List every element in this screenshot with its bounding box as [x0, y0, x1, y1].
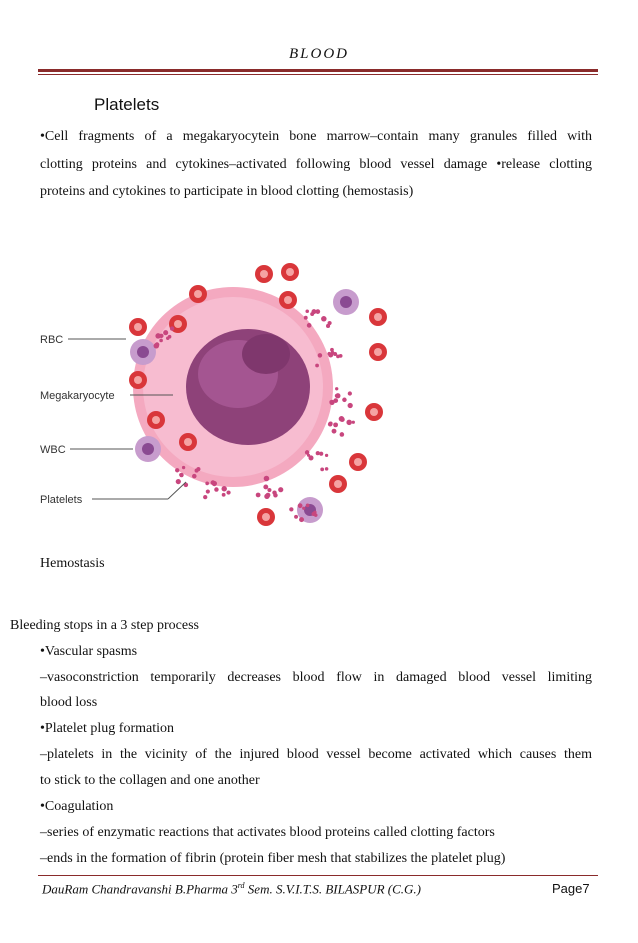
platelet: [306, 504, 310, 508]
platelet: [312, 512, 316, 516]
section-title: Platelets: [94, 95, 160, 114]
footer-author: [42, 881, 421, 897]
header-rule-thin: [38, 74, 598, 75]
intro-line-1: •Cell fragments of a megakaryocytein bone marrow–contain many granules filled with: [40, 129, 592, 144]
platelet: [333, 422, 338, 427]
platelet: [205, 482, 209, 486]
platelet: [192, 474, 197, 479]
platelet: [170, 326, 174, 330]
platelet: [328, 422, 333, 427]
platelet: [226, 490, 230, 494]
platelet: [163, 330, 168, 335]
label-wbc: WBC: [40, 444, 66, 456]
platelet: [346, 420, 351, 425]
platelet: [206, 489, 210, 493]
platelet: [336, 355, 340, 359]
platelet: [316, 451, 320, 455]
rbc-cell-center: [354, 458, 362, 466]
platelet: [304, 316, 308, 320]
platelet: [222, 493, 226, 497]
platelet: [335, 387, 338, 390]
platelet: [328, 321, 332, 325]
platelet: [159, 339, 163, 343]
header-rule: [38, 69, 598, 72]
rbc-cell-center: [134, 323, 142, 331]
platelet: [315, 364, 319, 368]
intro-line-3: proteins and cytokines to participate in blood clotting (hemostasis): [40, 184, 414, 199]
platelet: [289, 507, 293, 511]
footer-rule: [38, 875, 598, 876]
platelet: [307, 323, 312, 328]
platelet: [330, 348, 334, 352]
rbc-cell-center: [286, 268, 294, 276]
platelet: [278, 487, 283, 492]
rbc-cell-center: [374, 348, 382, 356]
platelet: [264, 494, 269, 499]
platelet: [320, 468, 324, 472]
intro-line-2: clotting proteins and cytokines–activated following blood vessel damage •release clotting: [40, 157, 592, 172]
hemostasis-heading: Hemostasis: [40, 556, 105, 571]
rbc-cell-center: [260, 270, 268, 278]
platelet: [342, 398, 347, 403]
megakaryocyte-cell: [133, 287, 333, 487]
platelet: [154, 343, 160, 349]
step-1-desc-line-1: –vasoconstriction temporarily decreases blood flow in damaged blood vessel limiting: [40, 670, 592, 685]
platelet: [182, 466, 185, 469]
rbc-cell-center: [262, 513, 270, 521]
platelet: [299, 517, 304, 522]
platelet: [267, 488, 271, 492]
label-megakaryocyte: Megakaryocyte: [40, 390, 115, 402]
label-platelets: Platelets: [40, 494, 83, 506]
platelet: [264, 476, 270, 482]
step-1-title: •Vascular spasms: [40, 644, 138, 659]
step-2-desc-line-2: to stick to the collagen and one another: [40, 773, 260, 788]
platelet: [272, 490, 276, 494]
platelet: [319, 452, 323, 456]
platelet: [298, 503, 303, 508]
megakaryocyte-figure: [38, 262, 398, 532]
platelet: [325, 454, 328, 457]
step-2-title: •Platelet plug formation: [40, 721, 174, 736]
platelet: [318, 353, 323, 358]
platelet: [155, 333, 160, 338]
platelet: [176, 479, 181, 484]
platelet: [335, 394, 339, 398]
footer-author-sup: rd: [237, 881, 245, 890]
step-2-desc-line-1: –platelets in the vicinity of the injured blood vessel become activated which causes them: [40, 747, 592, 762]
platelet: [211, 480, 216, 485]
page-number: Page7: [552, 881, 590, 896]
step-1-desc-line-2: blood loss: [40, 695, 98, 710]
platelet: [294, 515, 298, 519]
platelet: [256, 493, 261, 498]
footer-author-prefix: DauRam Chandravanshi B.Pharma 3: [42, 881, 238, 897]
rbc-cell-center: [194, 290, 202, 298]
platelet: [168, 335, 172, 339]
platelet: [302, 507, 305, 510]
platelet: [305, 309, 309, 313]
platelet: [340, 432, 345, 437]
platelet: [329, 400, 334, 405]
rbc-cell-center: [174, 320, 182, 328]
platelet: [214, 487, 218, 491]
step-3-desc-line-1: –series of enzymatic reactions that activates blood proteins called clotting factors: [40, 825, 495, 840]
step-3-desc-line-2: –ends in the formation of fibrin (protein fiber mesh that stabilizes the platelet plug): [40, 851, 506, 866]
platelet: [328, 353, 333, 358]
platelet: [310, 312, 314, 316]
hemostasis-intro: Bleeding stops in a 3 step process: [10, 618, 199, 633]
rbc-cell-center: [370, 408, 378, 416]
rbc-cell-center: [134, 376, 142, 384]
platelet: [352, 421, 355, 424]
rbc-cell-center: [374, 313, 382, 321]
page-header-title: BLOOD: [288, 46, 349, 62]
platelet: [325, 467, 329, 471]
platelet: [263, 485, 268, 490]
platelet: [315, 309, 320, 314]
label-rbc: RBC: [40, 334, 64, 346]
rbc-cell-center: [152, 416, 160, 424]
rbc-cell-center: [284, 296, 292, 304]
platelet: [340, 417, 345, 422]
rbc-cell-center: [334, 480, 342, 488]
step-3-title: •Coagulation: [40, 799, 114, 814]
rbc-cell-center: [184, 438, 192, 446]
platelet: [348, 403, 353, 408]
platelet: [348, 391, 352, 395]
platelet: [332, 429, 337, 434]
platelet: [203, 495, 207, 499]
platelet: [221, 486, 226, 491]
platelet: [307, 454, 310, 457]
footer-author-suffix: Sem. S.V.I.T.S. BILASPUR (C.G.): [244, 881, 421, 897]
platelet: [196, 467, 200, 471]
platelet: [179, 473, 182, 476]
platelet: [321, 316, 327, 322]
platelet: [175, 468, 179, 472]
